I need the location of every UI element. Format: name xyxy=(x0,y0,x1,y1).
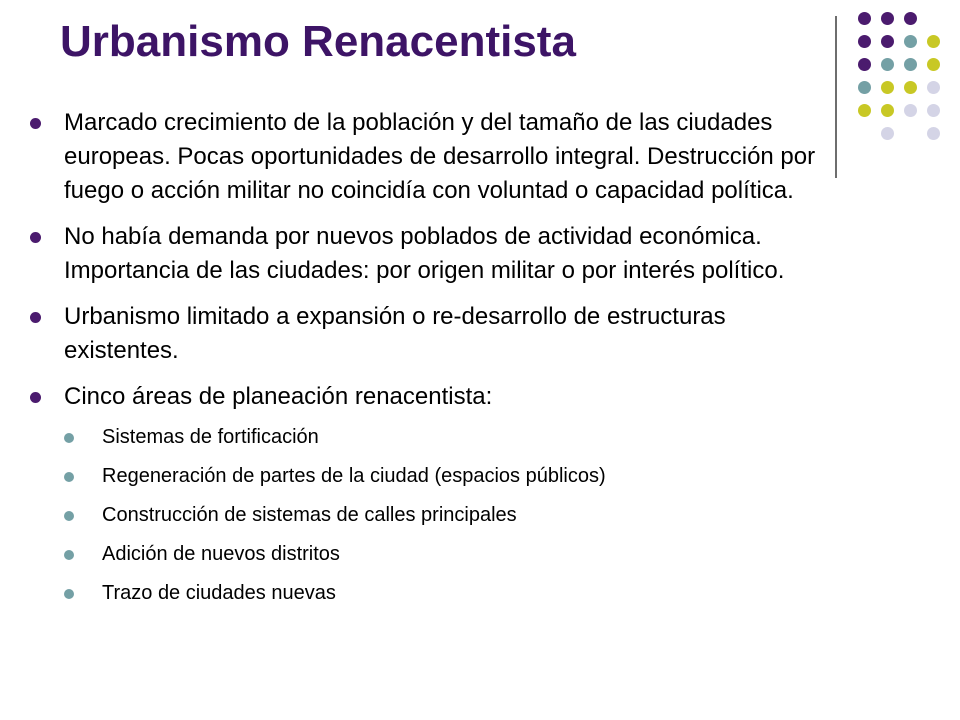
sub-bullet-list xyxy=(30,423,820,607)
bullet-dot-icon xyxy=(30,312,41,323)
decorative-dot xyxy=(881,12,894,25)
sub-bullet-text: Sistemas de fortificación xyxy=(102,426,319,448)
bullet-item xyxy=(30,220,820,288)
decorative-dot xyxy=(858,12,871,25)
decorative-dot xyxy=(881,104,894,117)
decorative-dot-grid xyxy=(845,12,955,157)
decorative-dot xyxy=(927,58,940,71)
bullet-dot-icon xyxy=(30,392,41,403)
sub-bullet-item xyxy=(64,462,820,490)
bullet-text: Cinco áreas de planeación renacentista: xyxy=(64,383,493,410)
sub-bullet-dot-icon xyxy=(64,433,74,443)
bullet-text: Marcado crecimiento de la población y del tamaño de las ciudades europeas. Pocas oportunidades de desarrollo integral. Destrucción por fuego o acción militar no coincidía con voluntad o capacidad política. xyxy=(64,109,816,204)
sub-bullet-dot-icon xyxy=(64,589,74,599)
bullet-dot-icon xyxy=(30,232,41,243)
decorative-dot xyxy=(858,58,871,71)
divider-line xyxy=(835,16,837,178)
decorative-dot xyxy=(858,35,871,48)
sub-bullet-text: Regeneración de partes de la ciudad (espacios públicos) xyxy=(102,465,606,487)
decorative-dot xyxy=(904,35,917,48)
bullet-dot-icon xyxy=(30,118,41,129)
decorative-dot xyxy=(881,58,894,71)
sub-bullet-text: Adición de nuevos distritos xyxy=(102,543,340,565)
decorative-dot xyxy=(904,58,917,71)
bullet-item xyxy=(30,380,820,414)
decorative-dot xyxy=(881,35,894,48)
decorative-dot xyxy=(927,127,940,140)
sub-bullet-text: Trazo de ciudades nuevas xyxy=(102,582,336,604)
sub-bullet-dot-icon xyxy=(64,550,74,560)
sub-bullet-dot-icon xyxy=(64,472,74,482)
decorative-dot xyxy=(904,12,917,25)
decorative-dot xyxy=(881,81,894,94)
sub-bullet-item xyxy=(64,501,820,529)
decorative-dot xyxy=(904,104,917,117)
bullet-item xyxy=(30,300,820,368)
decorative-dot xyxy=(927,35,940,48)
bullet-item xyxy=(30,106,820,208)
sub-bullet-item xyxy=(64,423,820,451)
decorative-dot xyxy=(858,104,871,117)
sub-bullet-text: Construcción de sistemas de calles principales xyxy=(102,504,517,526)
bullet-text: Urbanismo limitado a expansión o re-desarrollo de estructuras existentes. xyxy=(64,303,726,364)
sub-bullet-dot-icon xyxy=(64,511,74,521)
bullet-list xyxy=(30,106,820,618)
decorative-dot xyxy=(927,81,940,94)
decorative-dot xyxy=(881,127,894,140)
decorative-dot xyxy=(858,81,871,94)
decorative-dot xyxy=(927,104,940,117)
sub-bullet-item xyxy=(64,540,820,568)
bullet-text: No había demanda por nuevos poblados de actividad económica. Importancia de las ciudades: por origen militar o por interés político. xyxy=(64,223,785,284)
decorative-dot xyxy=(904,81,917,94)
sub-bullet-item xyxy=(64,579,820,607)
slide-title: Urbanismo Renacentista xyxy=(60,17,576,66)
